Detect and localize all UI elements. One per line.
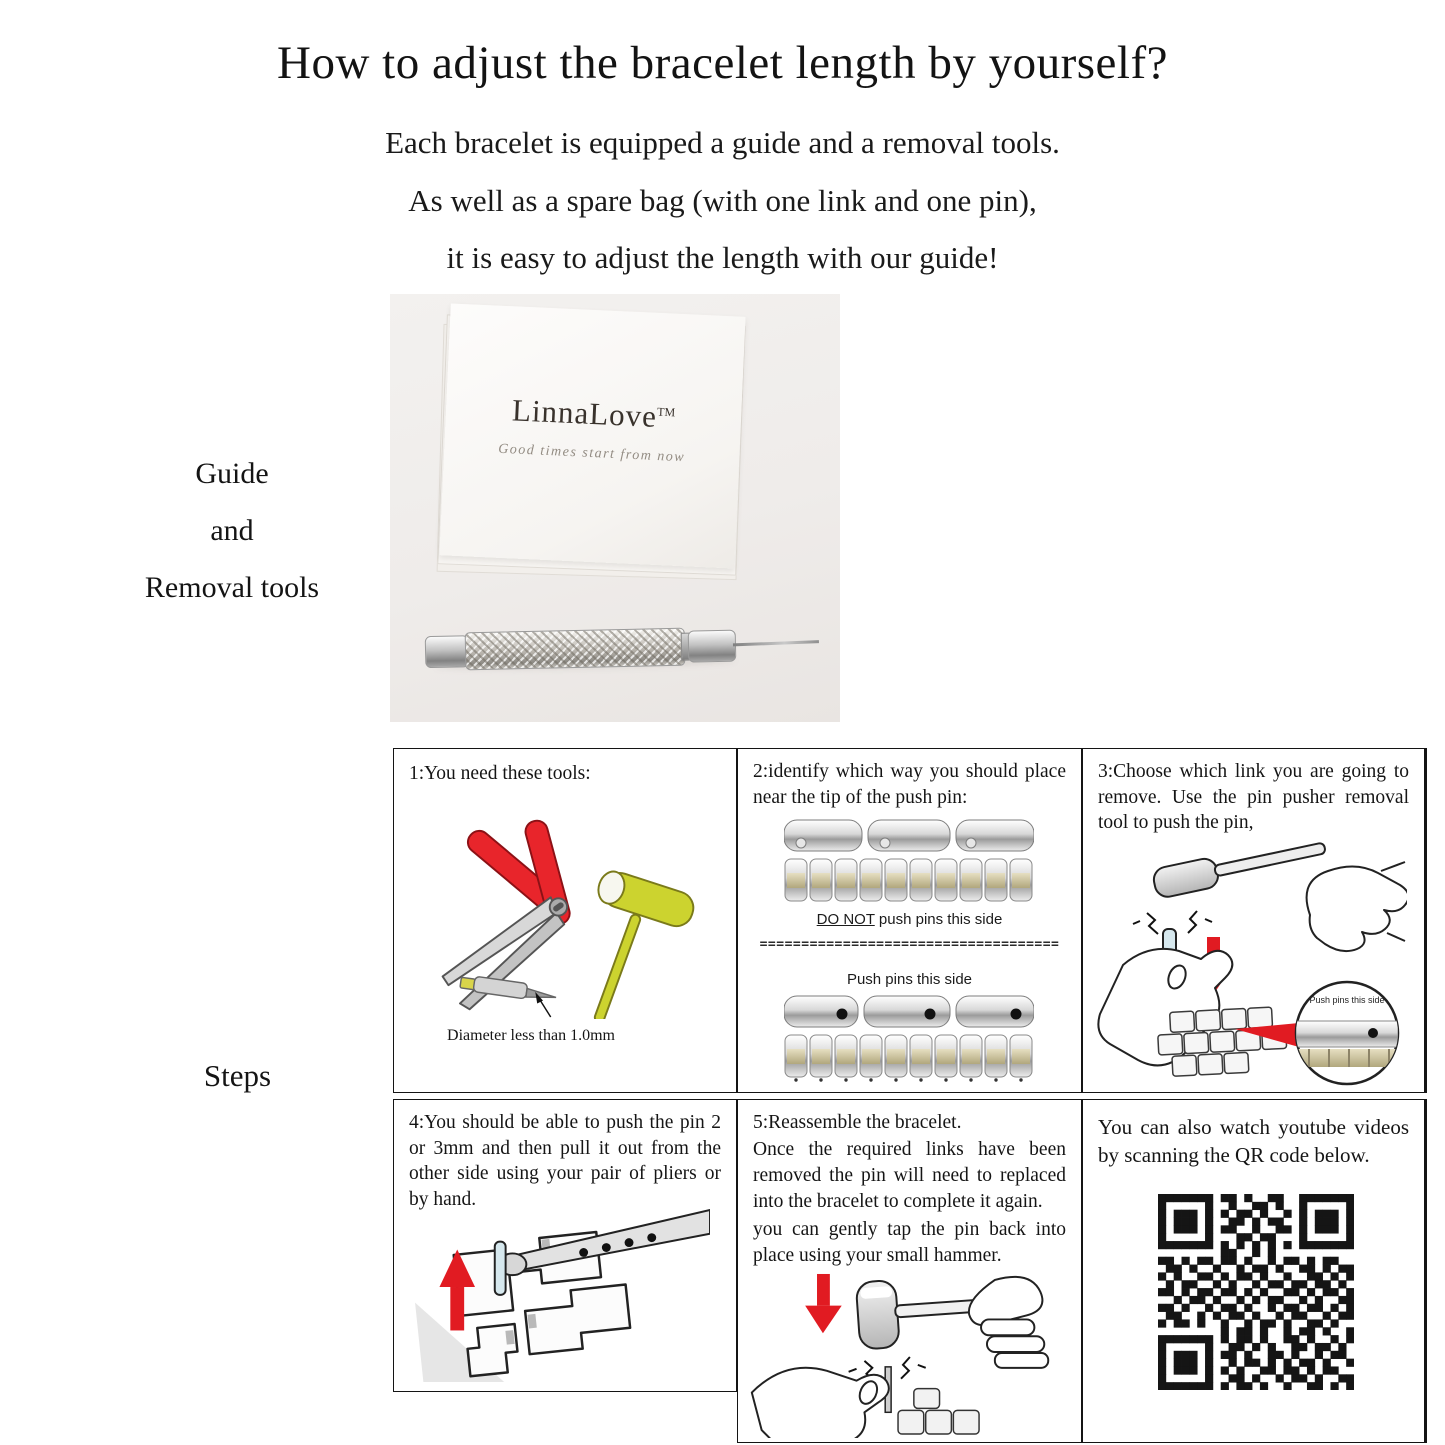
intro-line-3: it is easy to adjust the length with our guide! — [446, 240, 999, 275]
step-6-panel — [1082, 1099, 1427, 1443]
inset-caption: Push pins this side — [1309, 995, 1385, 1005]
bracelet-wrong-side-photo — [784, 819, 1034, 903]
tool-end-cap — [425, 635, 470, 668]
step-5-panel — [737, 1099, 1082, 1443]
brand-tagline: Good times start from now — [497, 441, 686, 466]
tool-knurled-handle — [465, 628, 686, 671]
step-1-heading: 1:You need these tools: — [409, 763, 591, 784]
pin-diameter-note: Diameter less than 1.0mm — [447, 1027, 615, 1044]
tool-head — [688, 630, 737, 663]
kit-label-and: and — [210, 514, 254, 547]
pull-pin-illustration — [398, 1194, 710, 1382]
step-4-heading: 4:You should be able to push the pin 2 or 3mm and then pull it out from the other side using your pair of pliers or by hand. — [409, 1112, 721, 1211]
step-5-line-1: 5:Reassemble the bracelet. — [753, 1112, 962, 1133]
kit-label-guide: Guide — [195, 457, 269, 490]
page-title: How to adjust the bracelet length by yourself? — [277, 37, 1168, 89]
bracelet-correct-side-photo — [784, 995, 1034, 1083]
pin-pusher-tool — [425, 622, 821, 672]
step-1-panel — [393, 748, 737, 1093]
kit-label-removal-tools: Removal tools — [144, 571, 320, 604]
kit-label — [112, 445, 352, 616]
kit-photo — [390, 294, 840, 722]
push-side-caption: Push pins this side — [846, 971, 973, 988]
tools-illustration — [404, 793, 709, 1019]
intro-line-2: As well as a spare bag (with one link and one pin), — [408, 183, 1037, 218]
push-pin-illustration — [1085, 837, 1407, 1089]
do-not-caption: DO NOT push pins this side — [816, 911, 1003, 928]
brand-logo: LinnaLove™ — [511, 392, 676, 434]
divider-line: ==================================== — [759, 937, 1060, 952]
steps-section-label: Steps — [203, 1058, 272, 1093]
step-3-panel — [1082, 748, 1427, 1093]
trademark-mark: TM — [656, 404, 676, 420]
step-2-panel — [737, 748, 1082, 1093]
tool-needle — [733, 640, 819, 646]
guide-booklet — [439, 303, 745, 568]
intro-line-1: Each bracelet is equipped a guide and a removal tools. — [385, 125, 1060, 160]
step-5-line-2: Once the required links have been removed the pin will need to replaced into the bracelet to complete it again. — [753, 1139, 1066, 1213]
step-2-heading: 2:identify which way you should place near the tip of the push pin: — [753, 761, 1066, 808]
step-6-heading: You can also watch youtube videos by scanning the QR code below. — [1098, 1115, 1409, 1167]
step-5-line-3: you can gently tap the pin back into place using your small hammer. — [753, 1219, 1066, 1267]
step-3-heading: 3:Choose which link you are going to remove. Use the pin pusher removal tool to push the pin, — [1098, 761, 1409, 834]
qr-code — [1158, 1194, 1354, 1390]
step-4-panel — [393, 1099, 737, 1392]
reassemble-illustration — [746, 1272, 1056, 1438]
